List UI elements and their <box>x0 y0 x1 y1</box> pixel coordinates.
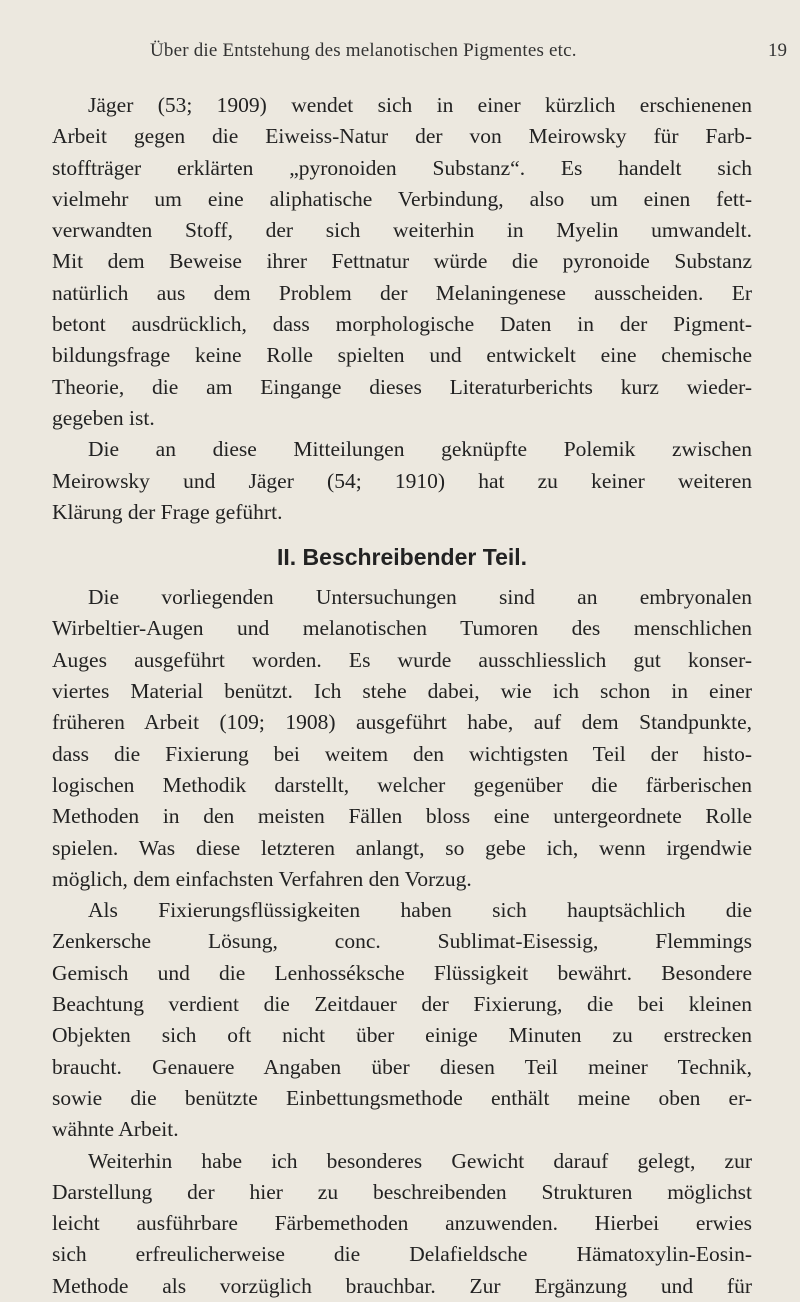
text-line: Methode als vorzüglich brauchbar. Zur Ergänzung und für <box>52 1273 752 1298</box>
running-head: Über die Entstehung des melanotischen Pigmentes etc. <box>150 40 577 61</box>
text-line: Wirbeltier-Augen und melanotischen Tumoren des menschlichen <box>52 616 752 641</box>
text-line: stoffträger erklärten „pyronoiden Substanz“. Es handelt sich <box>52 155 752 180</box>
text-line: braucht. Genauere Angaben über diesen Teil meiner Technik, <box>52 1054 752 1079</box>
text-line: vielmehr um eine aliphatische Verbindung, also um einen fett- <box>52 186 752 211</box>
text-line: Zenkersche Lösung, conc. Sublimat-Eisessig, Flemmings <box>52 929 752 954</box>
page-number: 19 <box>768 40 787 61</box>
paragraph <box>52 895 752 1145</box>
paragraph <box>52 1146 752 1302</box>
paragraph <box>52 434 752 528</box>
text-line: verwandten Stoff, der sich weiterhin in Myelin umwandelt. <box>52 218 752 243</box>
body-text <box>52 90 752 1302</box>
text-line: logischen Methodik darstellt, welcher gegenüber die färberischen <box>52 772 752 797</box>
text-line: Arbeit gegen die Eiweiss-Natur der von Meirowsky für Farb- <box>52 124 752 149</box>
text-line: Weiterhin habe ich besonderes Gewicht darauf gelegt, zur <box>88 1148 752 1173</box>
text-line: Gemisch und die Lenhossékschе Flüssigkeit bewährt. Besondere <box>52 960 752 985</box>
text-line: gegeben ist. <box>52 405 155 430</box>
text-line: Als Fixierungsflüssigkeiten haben sich hauptsächlich die <box>88 898 752 923</box>
text-line: Die vorliegenden Untersuchungen sind an embryonalen <box>88 585 752 610</box>
text-line: Theorie, die am Eingange dieses Literaturberichts kurz wieder- <box>52 374 752 399</box>
text-line: Beachtung verdient die Zeitdauer der Fixierung, die bei kleinen <box>52 992 752 1017</box>
text-line: leicht ausführbare Färbemethoden anzuwenden. Hierbei erwies <box>52 1211 752 1236</box>
text-line: Auges ausgeführt worden. Es wurde ausschliesslich gut konser- <box>52 647 752 672</box>
text-line: sowie die benützte Einbettungsmethode enthält meine oben er- <box>52 1085 752 1110</box>
text-line: Meirowsky und Jäger (54; 1910) hat zu keiner weiteren <box>52 468 752 493</box>
paragraph <box>52 90 752 434</box>
text-line: natürlich aus dem Problem der Melaningenese ausscheiden. Er <box>52 280 752 305</box>
text-line: Klärung der Frage geführt. <box>52 499 283 524</box>
text-line: viertes Material benützt. Ich stehe dabei, wie ich schon in einer <box>52 679 752 704</box>
text-line: bildungsfrage keine Rolle spielten und entwickelt eine chemische <box>52 343 752 368</box>
text-line: wähnte Arbeit. <box>52 1117 179 1142</box>
text-line: Mit dem Beweise ihrer Fettnatur würde die pyronoide Substanz <box>52 249 752 274</box>
text-line: Jäger (53; 1909) wendet sich in einer kürzlich erschienenen <box>88 93 752 117</box>
text-line: sich erfreulicherweise die Delafieldsche Hämatoxylin-Eosin- <box>52 1242 752 1267</box>
text-line: betont ausdrücklich, dass morphologische Daten in der Pigment- <box>52 312 752 337</box>
paragraph <box>52 582 752 895</box>
text-line: möglich, dem einfachsten Verfahren den Vorzug. <box>52 866 472 891</box>
text-line: früheren Arbeit (109; 1908) ausgeführt habe, auf dem Standpunkte, <box>52 710 752 735</box>
text-line: dass die Fixierung bei weitem den wichtigsten Teil der histo- <box>52 741 752 766</box>
text-line: spielen. Was diese letzteren anlangt, so gebe ich, wenn irgendwie <box>52 835 752 860</box>
section-heading: II. Beschreibender Teil. <box>276 544 528 571</box>
text-line: Objekten sich oft nicht über einige Minuten zu erstrecken <box>52 1023 752 1048</box>
text-line: Methoden in den meisten Fällen bloss eine untergeordnete Rolle <box>52 804 752 829</box>
text-line: Darstellung der hier zu beschreibenden Strukturen möglichst <box>52 1179 752 1204</box>
text-line: Die an diese Mitteilungen geknüpfte Polemik zwischen <box>88 437 752 462</box>
